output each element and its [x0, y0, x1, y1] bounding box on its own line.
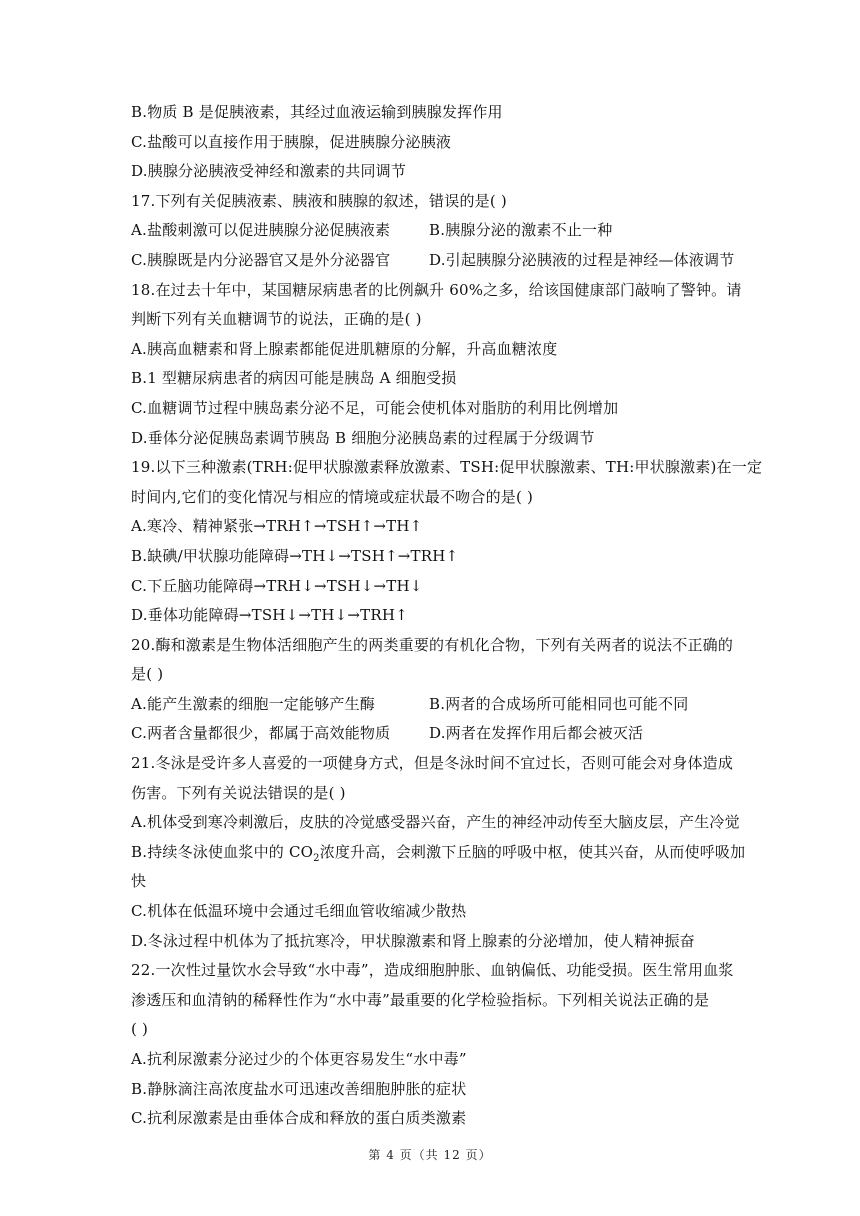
text-line: A.胰高血糖素和肾上腺素都能促进肌糖原的分解，升高血糖浓度	[131, 339, 558, 358]
text-line: 21.冬泳是受许多人喜爱的一项健身方式，但是冬泳时间不宜过长，否则可能会对身体造成	[131, 754, 734, 773]
document-body	[131, 98, 763, 1134]
page-footer: 第 4 页（共 12 页）	[368, 1148, 492, 1162]
text-line: 伤害。下列有关说法错误的是( )	[131, 783, 346, 802]
text-line	[131, 216, 731, 246]
text-line: C.血糖调节过程中胰岛素分泌不足，可能会使机体对脂肪的利用比例增加	[131, 398, 619, 417]
text-line: C.抗利尿激素是由垂体合成和释放的蛋白质类激素	[131, 1109, 467, 1128]
subscript: 2	[313, 852, 320, 864]
text-line	[131, 719, 731, 749]
text-line: 快	[131, 872, 147, 891]
text-line: C.盐酸可以直接作用于胰腺，促进胰腺分泌胰液	[131, 132, 452, 151]
text-line: B.缺碘/甲状腺功能障碍→TH↓→TSH↑→TRH↑	[131, 546, 459, 565]
text-line: D.垂体功能障碍→TSH↓→TH↓→TRH↑	[131, 606, 408, 625]
option-right: B.两者的合成场所可能相同也可能不同	[429, 694, 689, 713]
option-left: A.能产生激素的细胞一定能够产生酶	[131, 694, 376, 713]
option-right: D.两者在发挥作用后都会被灭活	[429, 724, 644, 743]
text-line	[131, 838, 746, 868]
text-line: 17.下列有关促胰液素、胰液和胰腺的叙述，错误的是( )	[131, 191, 507, 210]
option-left: C.两者含量都很少，都属于高效能物质	[131, 724, 391, 743]
text-line: 18.在过去十年中，某国糖尿病患者的比例飙升 60%之多，给该国健康部门敲响了警钟。请	[131, 280, 742, 299]
text-line: ( )	[131, 1020, 149, 1039]
line-text-pre: B.持续冬泳使血浆中的 CO	[131, 842, 314, 861]
text-line: 22.一次性过量饮水会导致“水中毒”，造成细胞肿胀、血钠偏低、功能受损。医生常用血浆	[131, 961, 734, 980]
text-line: B.1 型糖尿病患者的病因可能是胰岛 A 细胞受损	[131, 369, 457, 388]
line-text-post: 浓度升高，会刺激下丘脑的呼吸中枢，使其兴奋，从而使呼吸加	[319, 842, 746, 861]
text-line: A.寒冷、精神紧张→TRH↑→TSH↑→TH↑	[131, 517, 423, 536]
text-line: B.物质 B 是促胰液素，其经过血液运输到胰腺发挥作用	[131, 103, 503, 121]
text-line: D.胰腺分泌胰液受神经和激素的共同调节	[131, 162, 407, 181]
text-line: 是( )	[131, 665, 164, 684]
text-line	[131, 690, 731, 720]
text-line: 19.以下三种激素(TRH:促甲状腺激素释放激素、TSH:促甲状腺激素、TH:甲状腺激素)在一定	[131, 458, 763, 477]
text-line: A.抗利尿激素分泌过少的个体更容易发生“水中毒”	[131, 1050, 467, 1068]
option-right: B.胰腺分泌的激素不止一种	[429, 221, 613, 240]
text-line: C.下丘脑功能障碍→TRH↓→TSH↓→TH↓	[131, 576, 423, 595]
text-line: D.垂体分泌促胰岛素调节胰岛 B 细胞分泌胰岛素的过程属于分级调节	[131, 428, 595, 447]
text-line: 时间内,它们的变化情况与相应的情境或症状最不吻合的是( )	[131, 487, 534, 506]
text-line: D.冬泳过程中机体为了抵抗寒冷，甲状腺激素和肾上腺素的分泌增加，使人精神振奋	[131, 931, 695, 950]
text-line: A.机体受到寒冷刺激后，皮肤的冷觉感受器兴奋，产生的神经冲动传至大脑皮层，产生冷觉	[131, 813, 740, 832]
option-left: C.胰腺既是内分泌器官又是外分泌器官	[131, 250, 391, 269]
text-line: 渗透压和血清钠的稀释性作为“水中毒”最重要的化学检验指标。下列相关说法正确的是	[131, 990, 710, 1009]
text-line: 判断下列有关血糖调节的说法，正确的是( )	[131, 310, 422, 329]
text-line: B.静脉滴注高浓度盐水可迅速改善细胞肿胀的症状	[131, 1079, 467, 1098]
text-line: 20.酶和激素是生物体活细胞产生的两类重要的有机化合物，下列有关两者的说法不正确的	[131, 635, 734, 654]
text-line: C.机体在低温环境中会通过毛细血管收缩减少散热	[131, 902, 467, 921]
option-right: D.引起胰腺分泌胰液的过程是神经—体液调节	[429, 250, 735, 269]
text-line	[131, 246, 735, 276]
option-left: A.盐酸刺激可以促进胰腺分泌促胰液素	[131, 221, 391, 240]
